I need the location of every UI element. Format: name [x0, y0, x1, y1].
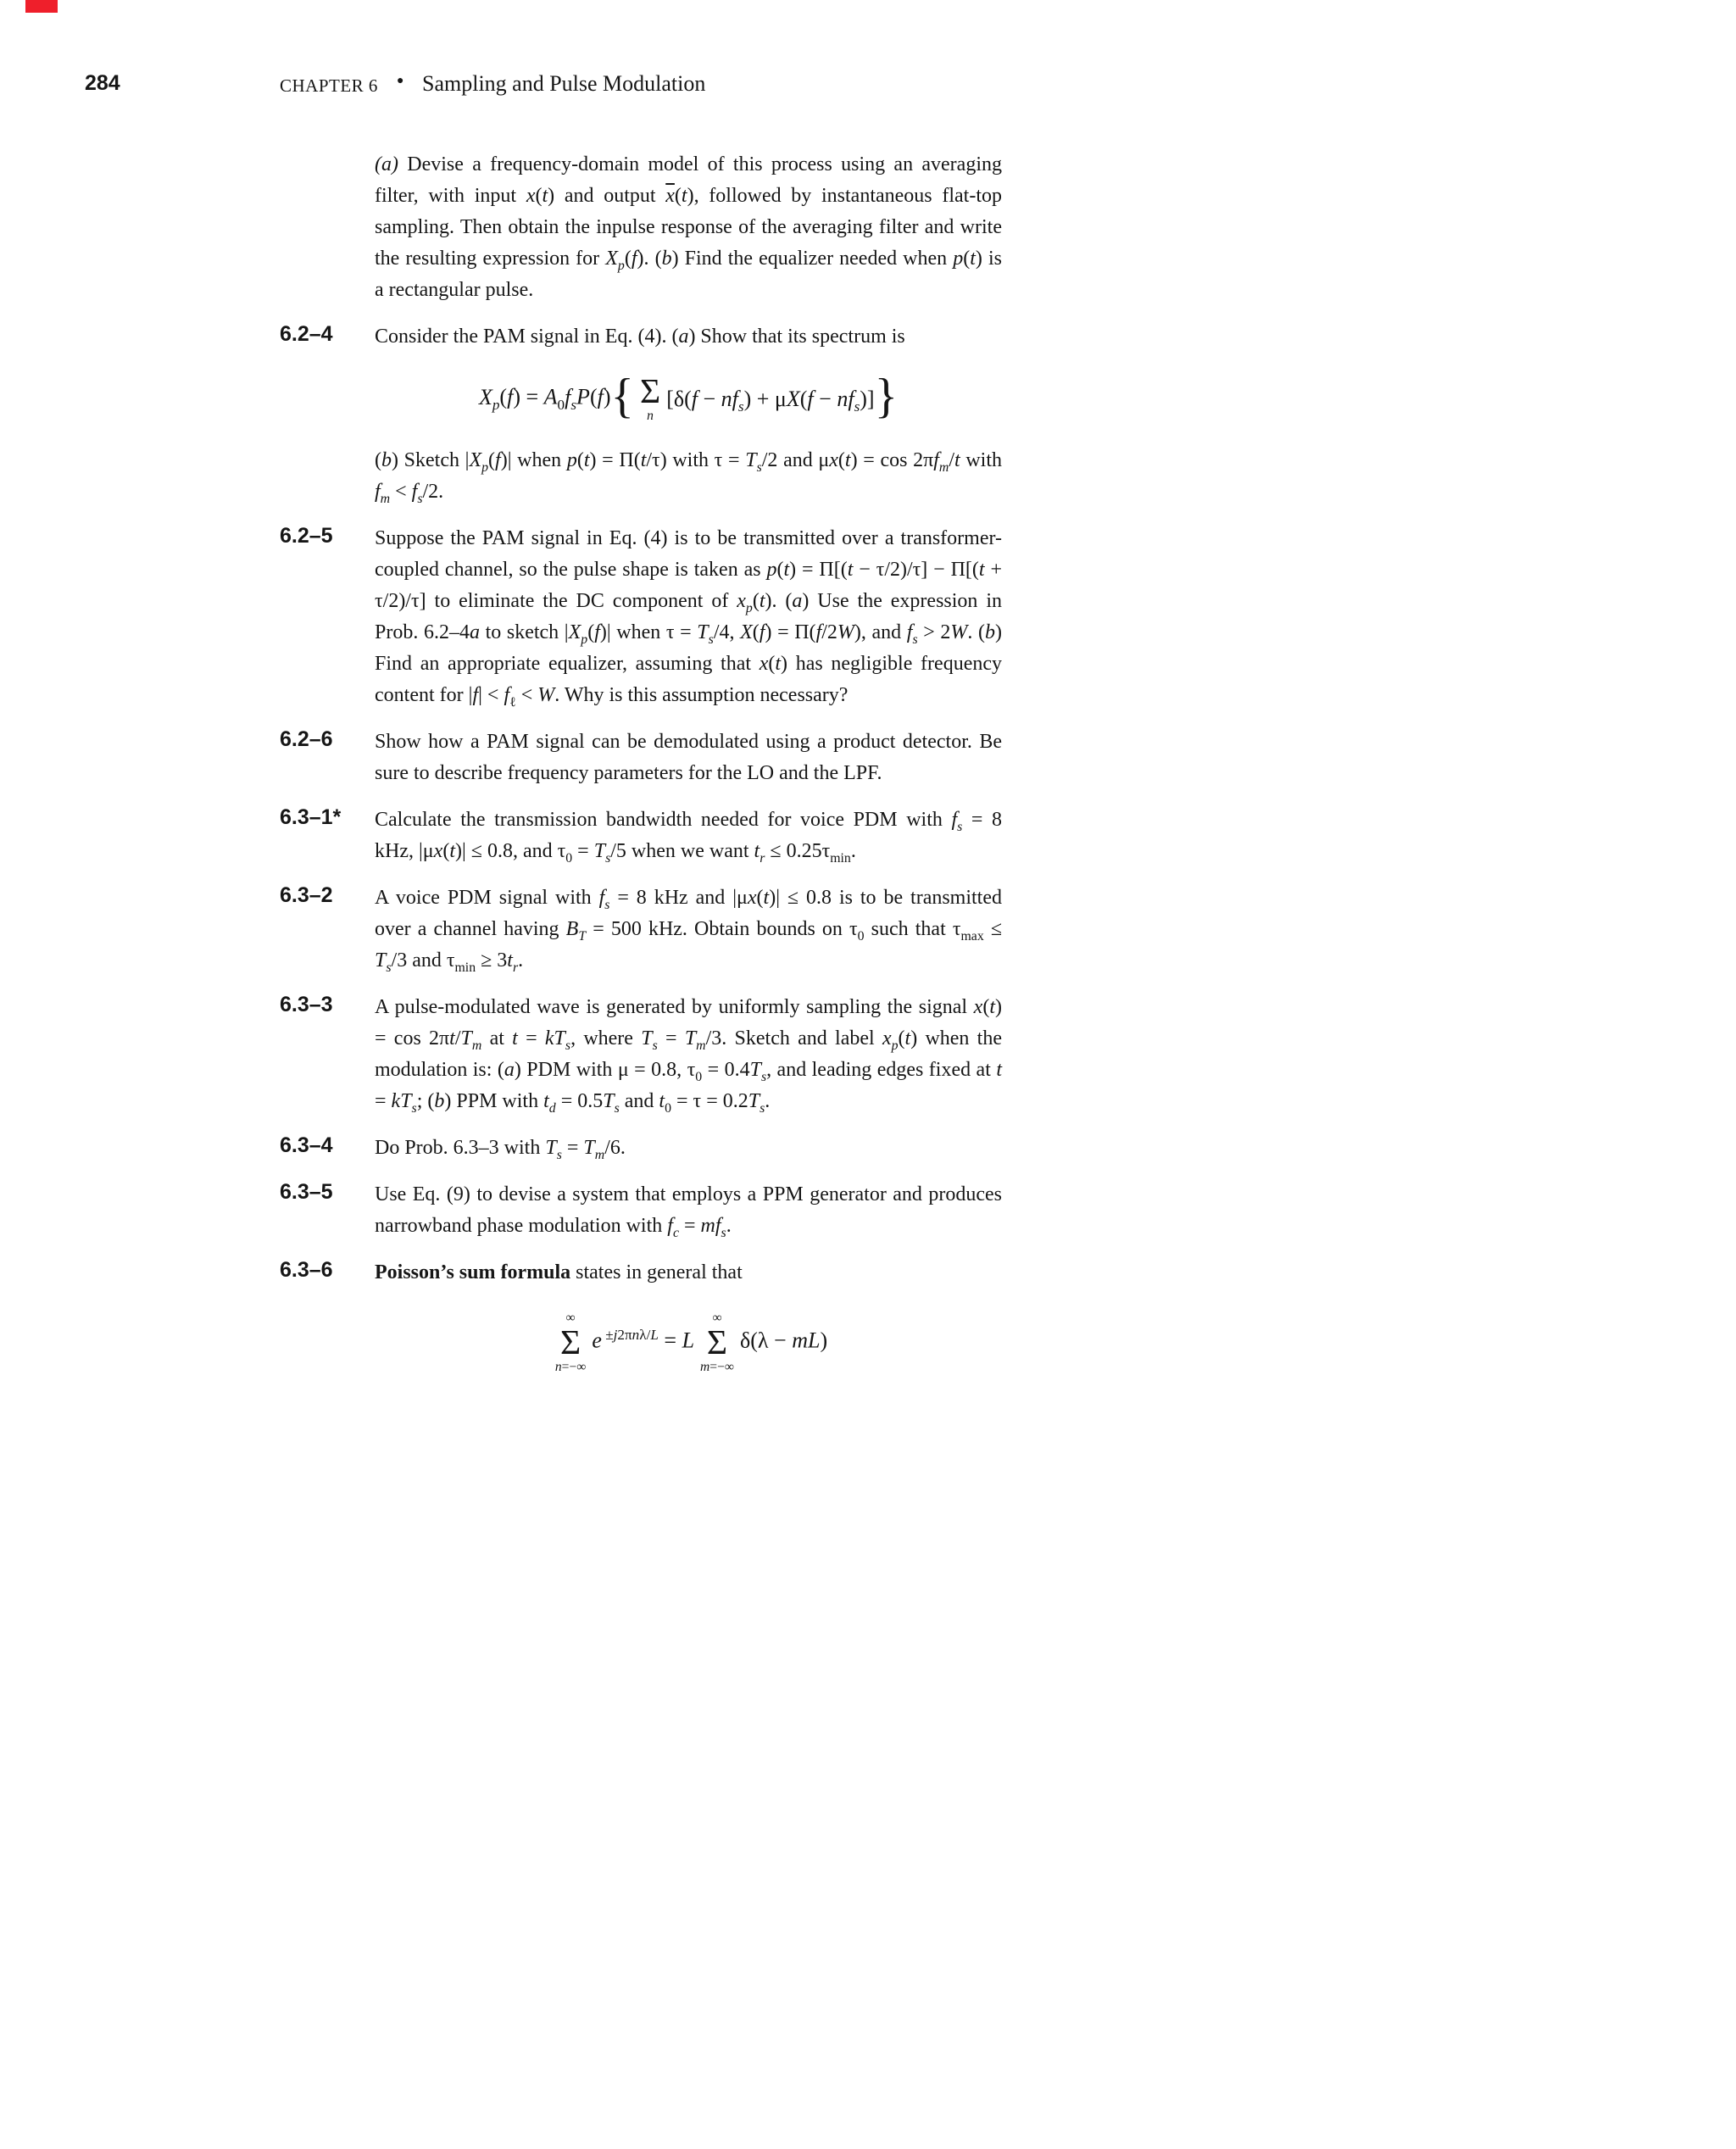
- problem-body: [375, 882, 1002, 977]
- page-header: [0, 0, 1736, 105]
- problem-6-3-1: [280, 804, 1009, 867]
- problem-text: Calculate the transmission bandwidth needed for voice PDM with $f_s = 8$ kHz, |μx(t)| ≤ 0.8, and $\tau_0 = T_s/5$ when we want $t_r \le 0.25\tau_{min}$.: [375, 809, 1002, 866]
- problem-label: 6.2–5: [280, 524, 333, 548]
- display-equation: ∞ Σ n=−∞ e $^{\pm j2\pi n\lambda/L}$ = L ∞ Σ m=−∞ δ(λ − mL): [554, 1311, 828, 1374]
- problem-text: Show how a PAM signal can be demodulated using a product detector. Be sure to describe frequency parameters for the LO and the LPF.: [375, 731, 1002, 785]
- problems-section: [280, 149, 1009, 1397]
- problem-6-2-5: [280, 523, 1009, 711]
- problem-body: [375, 321, 1002, 508]
- problem-6-2-6: [280, 727, 1009, 789]
- problem-body: [375, 523, 1002, 711]
- problem-body: [375, 727, 1002, 789]
- problem-text: Use Eq. (9) to devise a system that employs a PPM generator and produces narrowband phase modulation with $f_c = mf_s$.: [375, 1183, 1002, 1241]
- problem-6-2-4: [280, 321, 1009, 508]
- problem-text: Consider the PAM signal in Eq. (4). (a) Show that its spectrum is: [375, 326, 905, 348]
- problem-label: 6.3–6: [280, 1258, 333, 1283]
- problem-body: [375, 804, 1002, 867]
- page-number: 284: [85, 71, 120, 95]
- problem-label: 6.3–4: [280, 1133, 333, 1158]
- problem-text: A pulse-modulated wave is generated by uniformly sampling the signal $x(t) = \cos 2\pi t/T_m$ at $t = kT_s$, where $T_s = T_m/3$. Sketch and label $x_p(t)$ when the modulation is: (a) PDM with μ = 0.8, $\tau_0 = 0.4T_s$, and leading edges fixed at $t = kT_s$; (b) PPM with $t_d = 0.5T_s$ and $t_0 = \tau = 0.2T_s$.: [375, 996, 1003, 1116]
- intro-continuation: [280, 149, 1009, 306]
- problem-label-empty: [280, 149, 375, 306]
- bullet-separator-icon: ●: [397, 75, 404, 87]
- problem-text: Suppose the PAM signal in Eq. (4) is to be transmitted over a transformer-coupled channel, so the pulse shape is taken as p(t) = Π[(t − τ/2)/τ] − Π[(t + τ/2)/τ] to eliminate the DC component of $x_p(t)$. (a) Use the expression in Prob. 6.2–4a to sketch $|X_p(f)|$ when $\tau = T_s/4$, X(f) = Π(f/2W), and $f_s > 2W$. (b) Find an appropriate equalizer, assuming that x(t) has negligible frequency content for $|f| < f_\ell < W$. Why is this assumption necessary?: [375, 527, 1003, 710]
- problem-text: Do Prob. 6.3–3 with $T_s = T_m/6$.: [375, 1137, 626, 1163]
- problem-6-3-4: [280, 1133, 1009, 1164]
- problem-body: [375, 1257, 1002, 1396]
- chapter-label: CHAPTER 6: [280, 75, 378, 96]
- problem-text: A voice PDM signal with $f_s = 8$ kHz and |μx(t)| ≤ 0.8 is to be transmitted over a channel having $B_T = 500$ kHz. Obtain bounds on $\tau_0$ such that $\tau_{max} \le T_s/3$ and $\tau_{min} \ge 3t_r$.: [375, 887, 1003, 976]
- problem-text: (b) Sketch $|X_p(f)|$ when p(t) = Π(t/τ) with $\tau = T_s/2$ and $\mu x(t) = \cos 2\pi f_m/t$ with $f_m < f_s/2$.: [375, 449, 1003, 507]
- problem-body: [375, 992, 1002, 1117]
- display-equation: $X_p(f) = A_0f_sP(f)${ Σ n $[\delta(f - nf_s) + \mu X(f - nf_s)]$}: [478, 369, 899, 423]
- problem-text: Poisson’s sum formula states in general that: [375, 1261, 743, 1284]
- problem-6-3-6: [280, 1257, 1009, 1396]
- problem-label: 6.3–2: [280, 883, 333, 908]
- problem-label: 6.3–3: [280, 993, 333, 1017]
- problem-body: [375, 1133, 1002, 1164]
- chapter-title: Sampling and Pulse Modulation: [422, 71, 706, 96]
- problem-label: 6.3–5: [280, 1180, 333, 1205]
- problem-label: 6.2–6: [280, 727, 333, 752]
- problem-6-3-3: [280, 992, 1009, 1117]
- problem-6-3-2: [280, 882, 1009, 977]
- problem-label: 6.3–1*: [280, 805, 342, 830]
- problem-label: 6.2–4: [280, 322, 333, 346]
- problem-6-3-5: [280, 1179, 1009, 1242]
- problem-body: [375, 149, 1002, 306]
- problem-text: (a) Devise a frequency-domain model of this process using an averaging filter, with input x(t) and output $\overline{x}(t)$, followed by instantaneous flat-top sampling. Then obtain the inpulse response of the averaging filter and write the resulting expression for $X_p(f)$. (b) Find the equalizer needed when p(t) is a rectangular pulse.: [375, 153, 1002, 301]
- problem-body: [375, 1179, 1002, 1242]
